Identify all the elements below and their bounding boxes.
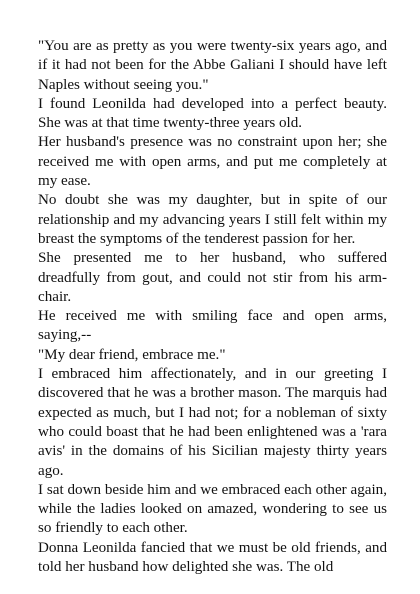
paragraph: He received me with smiling face and open arms, saying,--: [38, 308, 387, 344]
paragraph: I found Leonilda had developed into a perfect beauty. She was at that time twenty-three years old.: [38, 95, 387, 132]
paragraph: I embraced him affectionately, and in our greeting I discovered that he was a brother mason. The marquis had expected as much, but I had not; for a nobleman of sixty who could boast that he had been enlightened was a 'rara avis' in the domains of his Sicilian majesty thirty years ago.: [38, 366, 387, 479]
paragraph: She presented me to her husband, who suffered dreadfully from gout, and could not stir from his arm-chair.: [38, 250, 387, 305]
paragraph: I sat down beside him and we embraced each other again, while the ladies looked on amazed, wondering to see us so friendly to each other.: [38, 481, 387, 537]
paragraph: "You are as pretty as you were twenty-six years ago, and if it had not been for the Abbe Galiani I should have left Naples without seeing you.": [38, 38, 387, 93]
paragraph: No doubt she was my daughter, but in spite of our relationship and my advancing years I still felt within my breast the symptoms of the tenderest passion for her.: [38, 192, 387, 247]
paragraph: Donna Leonilda fancied that we must be old friends, and told her husband how delighted she was. The old: [38, 539, 387, 576]
paragraph: Her husband's presence was no constraint upon her; she received me with open arms, and put me completely at my ease.: [38, 134, 387, 190]
paragraph: "My dear friend, embrace me.": [38, 346, 226, 363]
book-page-text: [38, 37, 387, 577]
